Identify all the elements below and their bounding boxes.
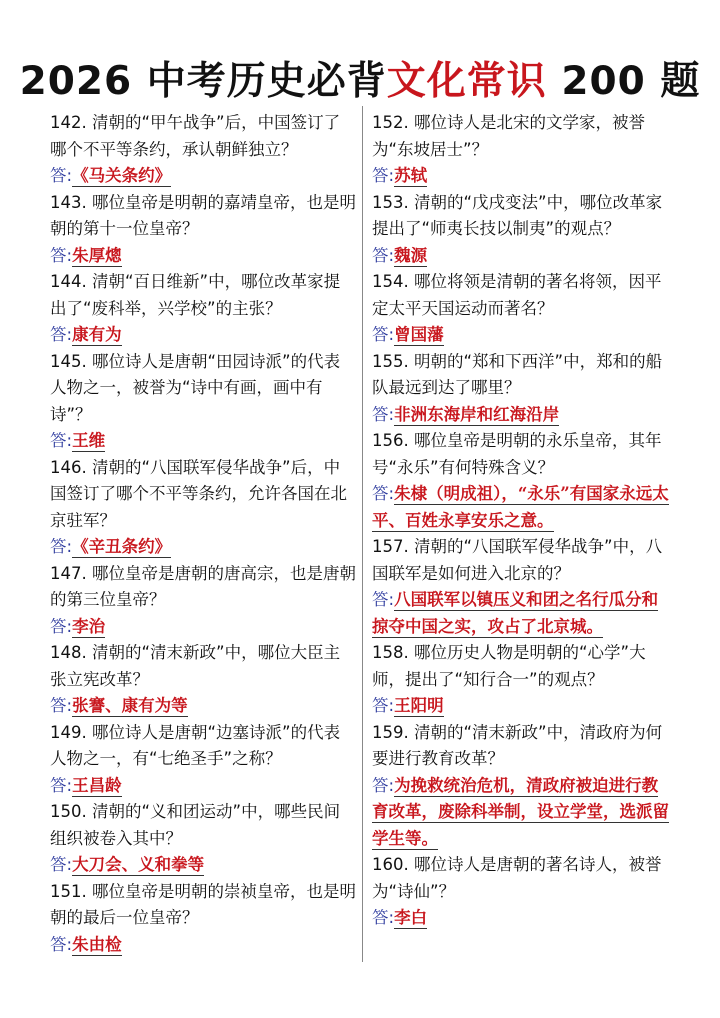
question-152 [372, 110, 672, 190]
answer [372, 481, 672, 534]
answer-text: 康有为 [72, 325, 122, 344]
answer-text: 八国联军以镇压义和团之名行瓜分和掠夺中国之实，攻占了北京城。 [372, 590, 659, 636]
question-text: 143. 哪位皇帝是明朝的嘉靖皇帝，也是明朝的第十一位皇帝？ [50, 192, 356, 238]
question-text: 158. 哪位历史人物是明朝的“心学”大师，提出了“知行合一”的观点？ [372, 643, 646, 689]
answer [372, 163, 672, 190]
answer [372, 243, 672, 270]
answer-label: 答: [372, 404, 395, 424]
answer-text: 非洲东海岸和红海沿岸 [394, 404, 560, 424]
question-text: 159. 清朝的“清末新政”中，清政府为何要进行教育改革？ [372, 722, 663, 768]
answer-text: 王维 [72, 431, 106, 450]
right-column [372, 110, 672, 1018]
answer-label: 答: [50, 166, 73, 185]
question-text: 145. 哪位诗人是唐朝“田园诗派”的代表人物之一，被誉为“诗中有画，画中有诗”？ [50, 351, 341, 424]
question-147 [50, 561, 356, 641]
answer-text: 王阳明 [394, 696, 444, 715]
question-text: 153. 清朝的“戊戌变法”中，哪位改革家提出了“师夷长技以制夷”的观点？ [372, 192, 663, 238]
question-158 [372, 640, 672, 720]
page-title [0, 58, 720, 106]
answer [50, 773, 356, 800]
answer [50, 693, 356, 720]
answer-label: 答: [372, 245, 395, 265]
answer [372, 773, 672, 853]
answer-text: 朱由检 [72, 934, 122, 954]
question-153 [372, 190, 672, 270]
answer-label: 答: [372, 696, 395, 715]
question-149 [50, 720, 356, 800]
question-text: 154. 哪位将领是清朝的著名将领，因平定太平天国运动而著名？ [372, 272, 662, 318]
title-highlight: 文化常识 [386, 59, 547, 104]
question-154 [372, 269, 672, 349]
question-text: 156. 哪位皇帝是明朝的永乐皇帝，其年号“永乐”有何特殊含义？ [372, 431, 662, 477]
question-text: 147. 哪位皇帝是唐朝的唐高宗，也是唐朝的第三位皇帝？ [50, 563, 356, 609]
answer [50, 534, 356, 561]
answer-label: 答: [50, 245, 73, 265]
answer-text: 朱棣（明成祖），“永乐”有国家永远太平、百姓永享安乐之意。 [372, 484, 669, 530]
answer-label: 答: [50, 325, 73, 344]
answer-label: 答: [372, 775, 395, 795]
column-divider [362, 106, 363, 962]
answer-label: 答: [50, 616, 73, 636]
answer-text: 曾国藩 [394, 325, 444, 344]
answer-label: 答: [50, 431, 73, 450]
answer-text: 《马关条约》 [72, 166, 172, 185]
question-text: 148. 清朝的“清末新政”中，哪位大臣主张立宪改革？ [50, 643, 341, 689]
question-156 [372, 428, 672, 534]
answer-label: 答: [372, 484, 395, 503]
title-part-3: 200 题 [546, 59, 701, 104]
question-text: 142. 清朝的“甲午战争”后，中国签订了哪个不平等条约，承认朝鲜独立？ [50, 113, 341, 159]
question-text: 152. 哪位诗人是北宋的文学家，被誉为“东坡居士”？ [372, 113, 645, 159]
answer [50, 852, 356, 879]
answer-label: 答: [50, 696, 73, 715]
answer-label: 答: [50, 537, 73, 556]
answer [372, 402, 672, 429]
question-160 [372, 852, 672, 932]
answer-text: 李白 [394, 908, 428, 927]
answer-label: 答: [50, 855, 73, 874]
answer-text: 《辛丑条约》 [72, 537, 172, 556]
question-159 [372, 720, 672, 853]
answer [50, 614, 356, 641]
answer-text: 李治 [72, 616, 106, 636]
answer [50, 322, 356, 349]
answer [50, 243, 356, 270]
answer-label: 答: [372, 325, 395, 344]
question-text: 149. 哪位诗人是唐朝“边塞诗派”的代表人物之一，有“七绝圣手”之称？ [50, 722, 341, 768]
answer-label: 答: [50, 775, 73, 795]
question-text: 150. 清朝的“义和团运动”中，哪些民间组织被卷入其中？ [50, 802, 341, 848]
title-part-1: 2026 中考历史必背 [19, 59, 387, 104]
question-155 [372, 349, 672, 429]
question-145 [50, 349, 356, 455]
question-144 [50, 269, 356, 349]
answer [372, 693, 672, 720]
question-150 [50, 799, 356, 879]
question-142 [50, 110, 356, 190]
question-146 [50, 455, 356, 561]
question-text: 144. 清朝“百日维新”中，哪位改革家提出了“废科举，兴学校”的主张？ [50, 272, 341, 318]
answer [50, 428, 356, 455]
answer-text: 苏轼 [394, 166, 428, 185]
question-text: 157. 清朝的“八国联军侵华战争”中，八国联军是如何进入北京的？ [372, 537, 663, 583]
answer-text: 张謇、康有为等 [72, 696, 188, 715]
question-151 [50, 879, 356, 959]
question-text: 160. 哪位诗人是唐朝的著名诗人，被誉为“诗仙”？ [372, 855, 662, 901]
answer-text: 魏源 [394, 245, 428, 265]
question-143 [50, 190, 356, 270]
question-157 [372, 534, 672, 640]
answer-text: 朱厚熜 [72, 245, 122, 265]
answer-label: 答: [372, 166, 395, 185]
answer [372, 587, 672, 640]
answer [372, 322, 672, 349]
question-text: 155. 明朝的“郑和下西洋”中，郑和的船队最远到达了哪里？ [372, 351, 663, 397]
question-text: 151. 哪位皇帝是明朝的崇祯皇帝，也是明朝的最后一位皇帝？ [50, 881, 356, 927]
answer-label: 答: [50, 934, 73, 954]
left-column [50, 110, 356, 1018]
answer-label: 答: [372, 590, 395, 609]
answer-text: 大刀会、义和拳等 [72, 855, 205, 874]
answer-label: 答: [372, 908, 395, 927]
answer [50, 932, 356, 959]
answer [50, 163, 356, 190]
question-148 [50, 640, 356, 720]
answer [372, 905, 672, 932]
answer-text: 为挽救统治危机，清政府被迫进行教育改革，废除科举制，设立学堂，选派留学生等。 [372, 775, 669, 848]
answer-text: 王昌龄 [72, 775, 122, 795]
question-text: 146. 清朝的“八国联军侵华战争”后，中国签订了哪个不平等条约，允许各国在北京驻军？ [50, 457, 347, 530]
